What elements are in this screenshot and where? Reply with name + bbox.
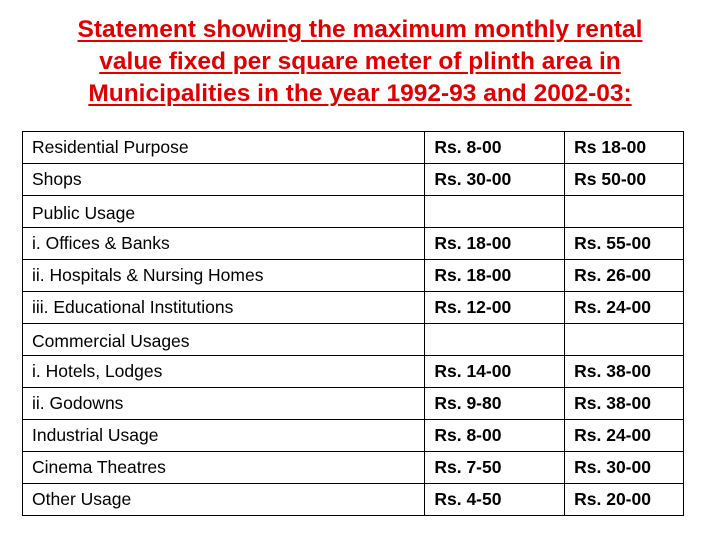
row-label: Residential Purpose [23,132,425,164]
row-label: i. Hotels, Lodges [23,356,425,388]
row-label: Other Usage [23,484,425,516]
table-row [23,292,684,324]
value-1992-93 [425,196,565,228]
table-row [23,228,684,260]
value-2002-03: Rs 18-00 [565,132,684,164]
title-line-2: value fixed per square meter of plinth area in [99,48,621,75]
value-1992-93: Rs. 14-00 [425,356,565,388]
value-2002-03: Rs. 24-00 [565,292,684,324]
row-label: Cinema Theatres [23,452,425,484]
value-1992-93: Rs. 8-00 [425,132,565,164]
value-2002-03: Rs. 38-00 [565,356,684,388]
value-2002-03: Rs. 24-00 [565,420,684,452]
value-1992-93: Rs. 9-80 [425,388,565,420]
value-2002-03: Rs. 38-00 [565,388,684,420]
value-1992-93: Rs. 12-00 [425,292,565,324]
section-label: Commercial Usages [23,324,425,356]
value-1992-93: Rs. 7-50 [425,452,565,484]
value-2002-03: Rs. 55-00 [565,228,684,260]
table-row [23,452,684,484]
value-2002-03 [565,196,684,228]
value-1992-93: Rs. 4-50 [425,484,565,516]
value-1992-93: Rs. 8-00 [425,420,565,452]
row-label: ii. Hospitals & Nursing Homes [23,260,425,292]
table-row [23,420,684,452]
table-row [23,484,684,516]
table-row [23,260,684,292]
title-line-1: Statement showing the maximum monthly rental [77,16,643,43]
row-label: Shops [23,164,425,196]
table-row [23,356,684,388]
value-1992-93: Rs. 18-00 [425,260,565,292]
row-label: ii. Godowns [23,388,425,420]
row-label: i. Offices & Banks [23,228,425,260]
rental-value-table [22,131,684,516]
value-2002-03: Rs. 20-00 [565,484,684,516]
value-2002-03 [565,324,684,356]
section-header-row [23,196,684,228]
value-2002-03: Rs. 30-00 [565,452,684,484]
title-line-3: Municipalities in the year 1992-93 and 2002-03: [88,80,632,107]
page-title [0,14,720,110]
table-row [23,388,684,420]
value-1992-93 [425,324,565,356]
value-2002-03: Rs 50-00 [565,164,684,196]
value-1992-93: Rs. 18-00 [425,228,565,260]
value-1992-93: Rs. 30-00 [425,164,565,196]
row-label: iii. Educational Institutions [23,292,425,324]
table-row [23,132,684,164]
value-2002-03: Rs. 26-00 [565,260,684,292]
row-label: Industrial Usage [23,420,425,452]
section-label: Public Usage [23,196,425,228]
table-row [23,164,684,196]
section-header-row [23,324,684,356]
